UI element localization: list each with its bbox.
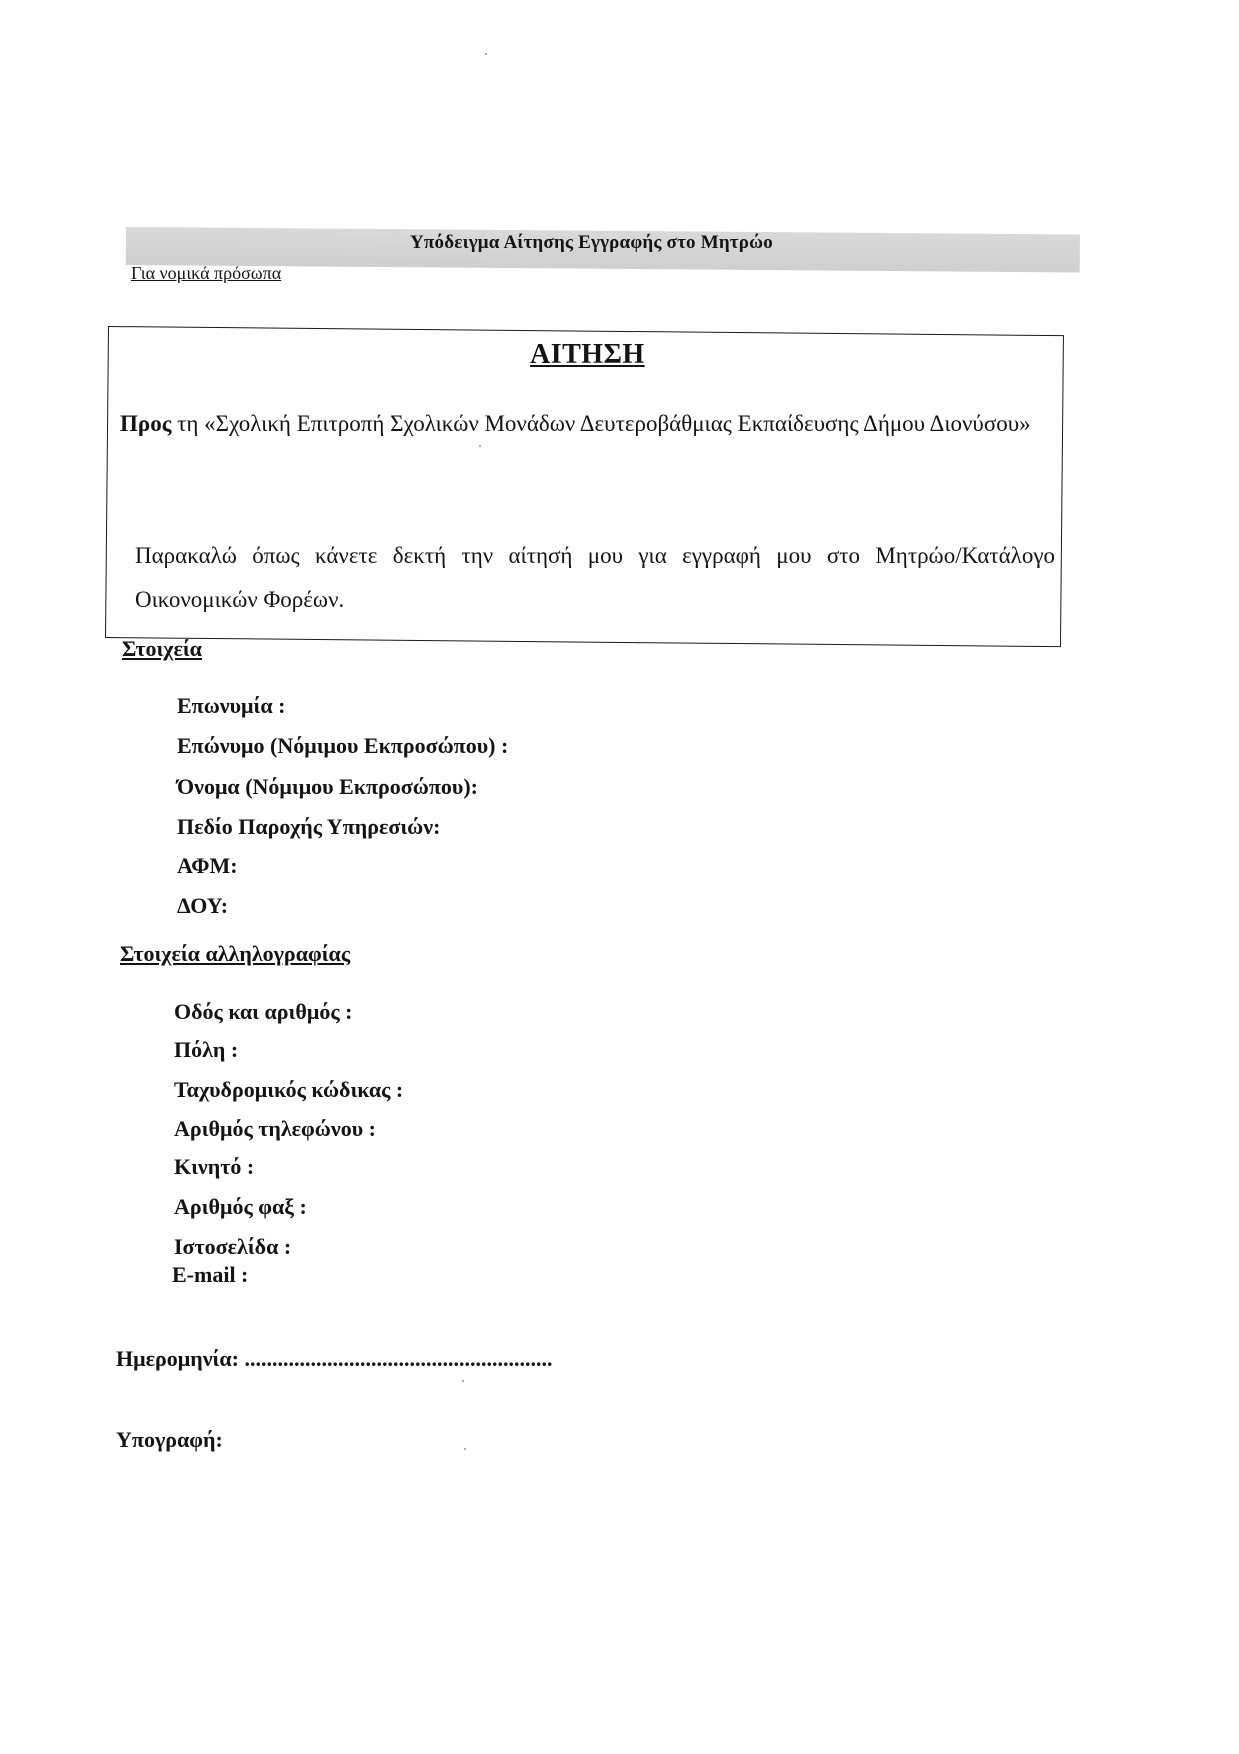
field-rep-name: Όνομα (Νόμιμου Εκπροσώπου): (177, 774, 478, 799)
field-company-name: Επωνυμία : (177, 693, 286, 718)
scan-speck (462, 1380, 464, 1382)
details-heading: Στοιχεία (122, 636, 202, 661)
field-fax: Αριθμός φαξ : (174, 1194, 307, 1219)
scan-speck (485, 53, 487, 55)
field-service-field: Πεδίο Παροχής Υπηρεσιών: (177, 814, 441, 839)
field-postal-code: Ταχυδρομικός κώδικας : (174, 1077, 404, 1102)
recipient-label: Προς (120, 411, 172, 436)
correspondence-heading: Στοιχεία αλληλογραφίας (120, 941, 351, 966)
field-mobile: Κινητό : (174, 1154, 255, 1179)
request-title: ΑΙΤΗΣΗ (530, 339, 645, 370)
field-phone: Αριθμός τηλεφώνου : (174, 1116, 376, 1141)
scan-speck (464, 1448, 466, 1450)
field-afm: ΑΦΜ: (177, 853, 238, 878)
document-title: Υπόδειγμα Αίτησης Εγγραφής στο Μητρώο (410, 232, 773, 253)
field-website: Ιστοσελίδα : (174, 1234, 292, 1259)
field-doy: ΔΟΥ: (177, 893, 229, 918)
document-subtitle: Για νομικά πρόσωπα (131, 263, 282, 283)
field-street: Οδός και αριθμός : (174, 999, 353, 1024)
field-city: Πόλη : (174, 1037, 239, 1062)
signature-label: Υπογραφή: (116, 1427, 223, 1452)
date-label: Ημερομηνία: ........................................................ (116, 1346, 553, 1371)
field-rep-surname: Επώνυμο (Νόμιμου Εκπροσώπου) : (177, 733, 509, 758)
recipient-text: τη «Σχολική Επιτροπή Σχολικών Μονάδων Δευτεροβάθμιας Εκπαίδευσης Δήμου Διονύσου» (177, 411, 1031, 436)
recipient-paragraph (120, 404, 1055, 444)
field-email: E-mail : (172, 1262, 249, 1287)
request-body: Παρακαλώ όπως κάνετε δεκτή την αίτησή μου για εγγραφή μου στο Μητρώο/Κατάλογο Οικονομικών Φορέων. (135, 543, 1055, 612)
